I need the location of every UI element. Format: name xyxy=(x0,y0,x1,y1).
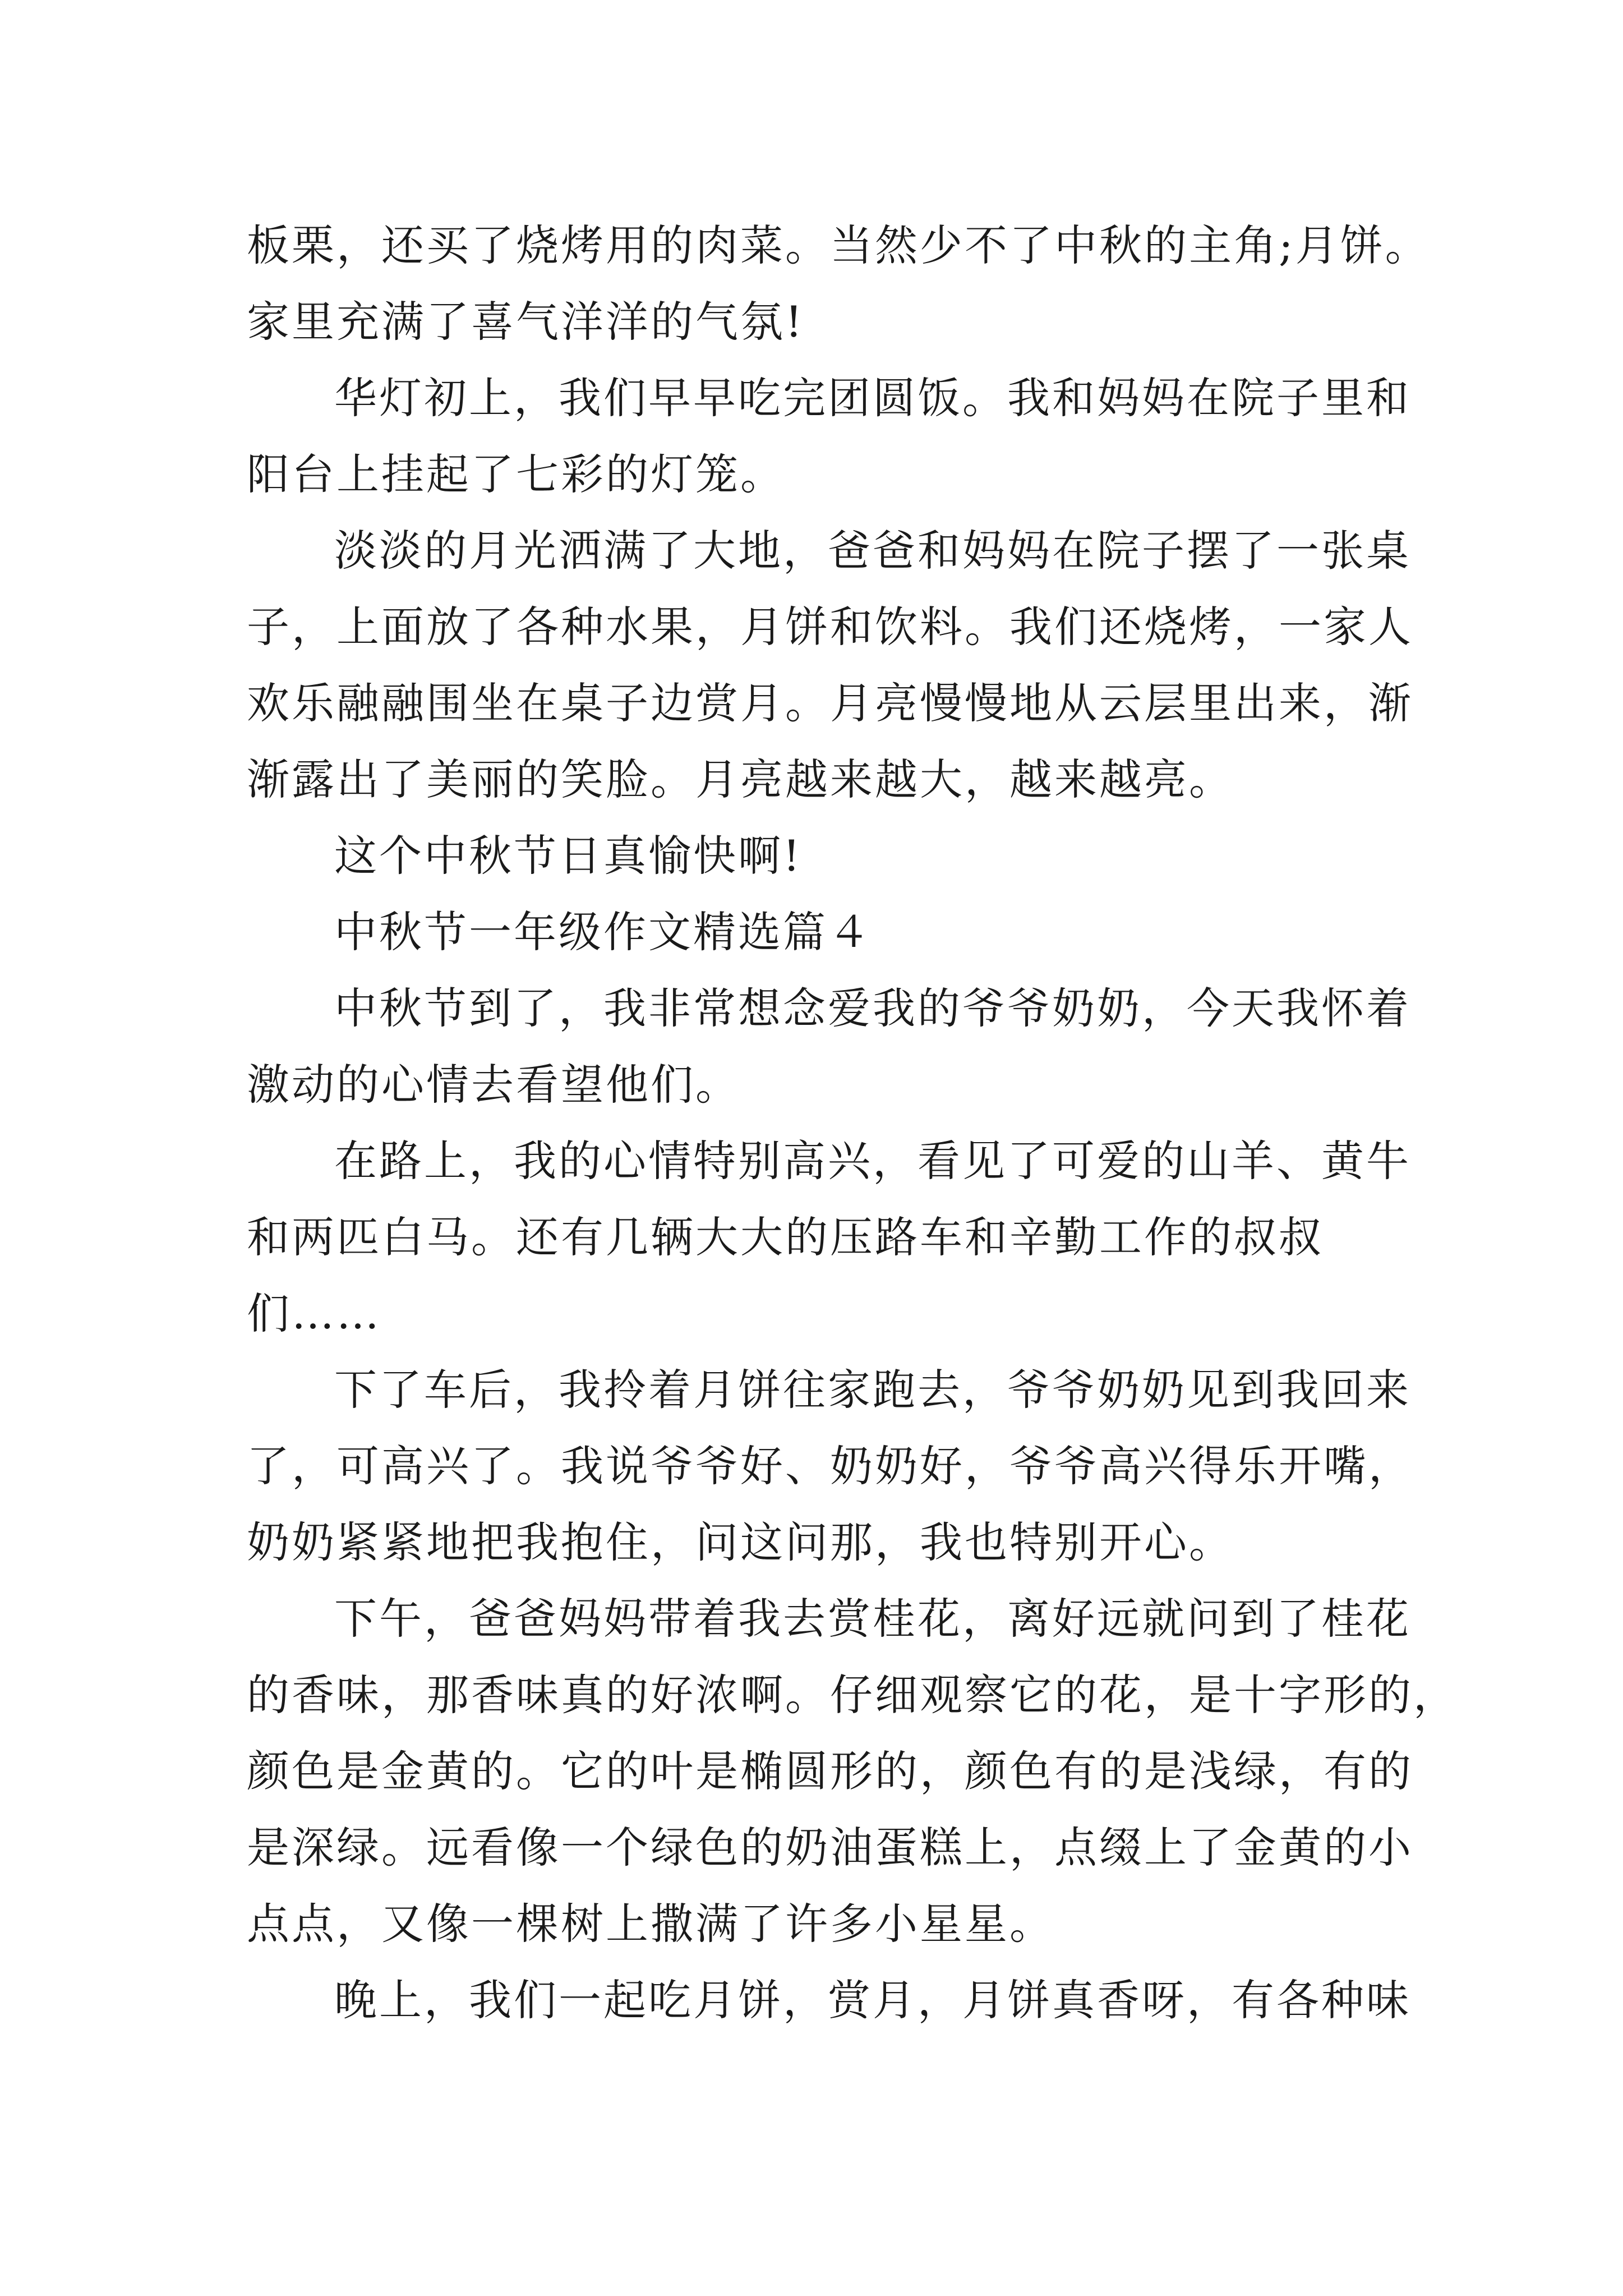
paragraph-start-line: 这个中秋节日真愉快啊! xyxy=(334,831,803,881)
text-line: 渐露出了美丽的笑脸。月亮越来越大，越来越亮。 xyxy=(247,754,1234,804)
text-line: 激动的心情去看望他们。 xyxy=(247,1060,740,1110)
document-body xyxy=(247,208,1458,2039)
paragraph-start-line: 在路上，我的心情特别高兴，看见了可爱的山羊、黄牛 xyxy=(334,1136,1411,1186)
text-line: 是深绿。远看像一个绿色的奶油蛋糕上，点缀上了金黄的小 xyxy=(247,1823,1413,1872)
text-line: 板栗，还买了烧烤用的肉菜。当然少不了中秋的主角;月饼。 xyxy=(247,220,1430,270)
paragraph-start-line: 华灯初上，我们早早吃完团圆饭。我和妈妈在院子里和 xyxy=(334,373,1411,423)
paragraph-start-line: 下午，爸爸妈妈带着我去赏桂花，离好远就问到了桂花 xyxy=(334,1594,1411,1644)
text-line: 家里充满了喜气洋洋的气氛! xyxy=(247,297,805,347)
text-line: 的香味，那香味真的好浓啊。仔细观察它的花，是十字形的， xyxy=(247,1670,1458,1720)
text-line: 颜色是金黄的。它的叶是椭圆形的，颜色有的是浅绿，有的 xyxy=(247,1746,1413,1796)
text-line: 欢乐融融围坐在桌子边赏月。月亮慢慢地从云层里出来，渐 xyxy=(247,678,1413,728)
text-line: 点点，又像一棵树上撒满了许多小星星。 xyxy=(247,1899,1054,1949)
text-line: 们…… xyxy=(247,1289,381,1338)
text-line: 奶奶紧紧地把我抱住，问这问那，我也特别开心。 xyxy=(247,1517,1234,1567)
paragraph-start-line: 中秋节到了，我非常想念爱我的爷爷奶奶，今天我怀着 xyxy=(334,983,1411,1033)
paragraph-start-line: 淡淡的月光洒满了大地，爸爸和妈妈在院子摆了一张桌 xyxy=(334,526,1411,576)
text-line: 阳台上挂起了七彩的灯笼。 xyxy=(247,449,785,499)
paragraph-start-line: 下了车后，我拎着月饼往家跑去，爷爷奶奶见到我回来 xyxy=(334,1365,1411,1415)
paragraph-start-line: 晚上，我们一起吃月饼，赏月，月饼真香呀，有各种味 xyxy=(334,1975,1411,2025)
text-line: 和两匹白马。还有几辆大大的压路车和辛勤工作的叔叔 xyxy=(247,1212,1324,1262)
section-heading: 中秋节一年级作文精选篇４ xyxy=(334,907,873,957)
text-line: 了，可高兴了。我说爷爷好、奶奶好，爷爷高兴得乐开嘴， xyxy=(247,1441,1413,1491)
text-line: 子，上面放了各种水果，月饼和饮料。我们还烧烤，一家人 xyxy=(247,602,1413,652)
